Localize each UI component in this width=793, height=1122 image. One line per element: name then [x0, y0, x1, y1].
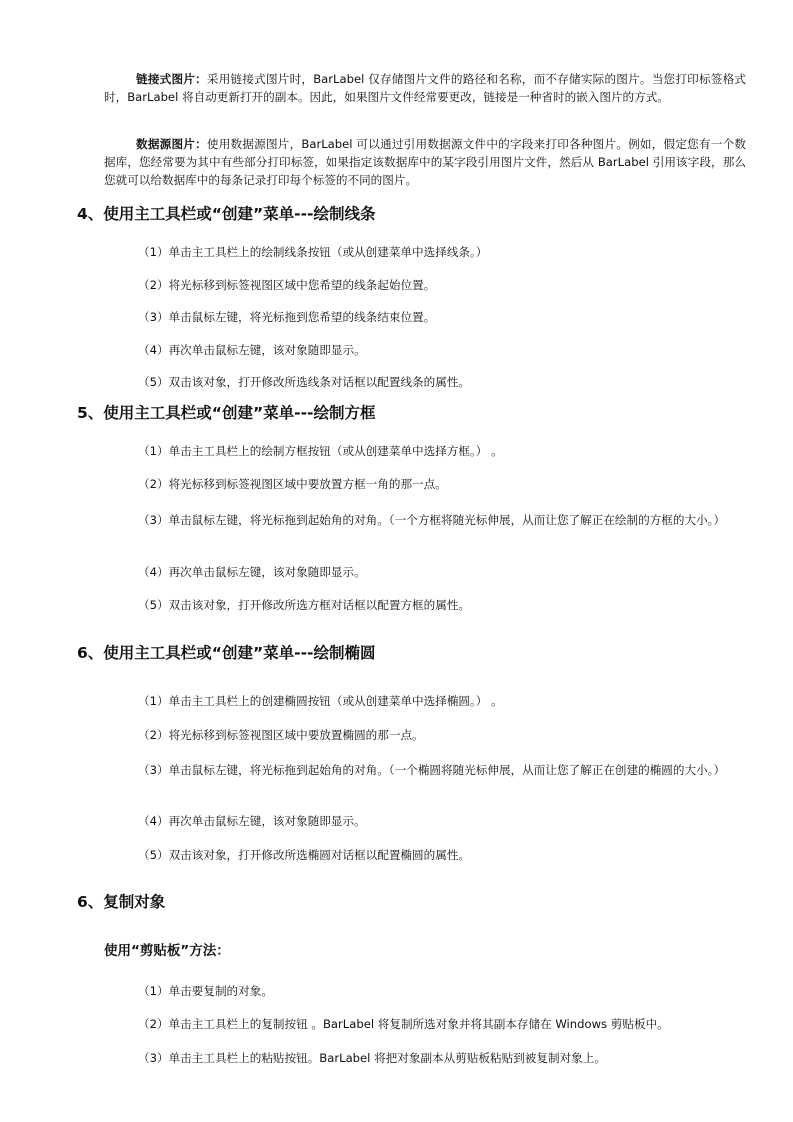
section-ellipse-step-5: （5）双击该对象，打开修改所选椭圆对话框以配置椭圆的属性。 — [138, 848, 471, 862]
section-rect-step-3: （3）单击鼠标左键，将光标拖到起始角的对角。（一个方框将随光标伸展，从而让您了解正在绘制的方框的大小。） — [138, 513, 726, 527]
section-ellipse-step-4: （4）再次单击鼠标左键，该对象随即显示。 — [138, 814, 366, 828]
section-lines-heading: 4、使用主工具栏或“创建”菜单---绘制线条 — [77, 205, 376, 223]
section-copy-heading: 6、复制对象 — [77, 893, 166, 911]
section-ellipse-step-3: （3）单击鼠标左键，将光标拖到起始角的对角。（一个椭圆将随光标伸展，从而让您了解正在创建的椭圆的大小。） — [138, 763, 726, 777]
linked-image-text: 采用链接式图片时，BarLabel 仅存储图片文件的路径和名称，而不存储实际的图片。当您打印标签格式时，BarLabel 将自动更新打开的副本。因此，如果图片文件经常要更改，链接是一种省时的嵌入图片的方式。 — [104, 72, 746, 104]
section-copy-subheading: 使用“剪贴板”方法： — [104, 943, 230, 959]
section-lines-step-5: （5）双击该对象，打开修改所选线条对话框以配置线条的属性。 — [138, 375, 471, 389]
section-ellipse-step-2: （2）将光标移到标签视图区域中要放置椭圆的那一点。 — [138, 728, 424, 742]
section-copy-step-2: （2）单击主工具栏上的复制按钮 。BarLabel 将复制所选对象并将其副本存储在 Windows 剪贴板中。 — [138, 1017, 669, 1031]
section-rect-step-1: （1）单击主工具栏上的绘制方框按钮（或从创建菜单中选择方框。） 。 — [138, 444, 503, 458]
datasource-image-term: 数据源图片： — [136, 137, 207, 151]
section-rect-heading: 5、使用主工具栏或“创建”菜单---绘制方框 — [77, 404, 376, 422]
datasource-image-text: 使用数据源图片，BarLabel 可以通过引用数据源文件中的字段来打印各种图片。例如，假定您有一个数据库，您经常要为其中有些部分打印标签，如果指定该数据库中的某字段引用图片文件，然后从 BarLabel 引用该字段，那么您就可以给数据库中的每条记录打印每个标签的不同的图片。 — [104, 137, 746, 187]
linked-image-term: 链接式图片： — [136, 72, 207, 86]
section-ellipse-heading: 6、使用主工具栏或“创建”菜单---绘制椭圆 — [77, 644, 376, 662]
section-copy-step-3: （3）单击主工具栏上的粘贴按钮。BarLabel 将把对象副本从剪贴板粘贴到被复制对象上。 — [138, 1051, 606, 1065]
section-lines-step-4: （4）再次单击鼠标左键，该对象随即显示。 — [138, 343, 366, 357]
linked-image-paragraph — [104, 70, 746, 106]
datasource-image-paragraph — [104, 135, 746, 189]
section-rect-step-4: （4）再次单击鼠标左键，该对象随即显示。 — [138, 565, 366, 579]
section-lines-step-2: （2）将光标移到标签视图区域中您希望的线条起始位置。 — [138, 278, 436, 292]
section-ellipse-step-1: （1）单击主工具栏上的创建椭圆按钮（或从创建菜单中选择椭圆。） 。 — [138, 694, 503, 708]
section-rect-step-5: （5）双击该对象，打开修改所选方框对话框以配置方框的属性。 — [138, 598, 471, 612]
section-lines-step-3: （3）单击鼠标左键，将光标拖到您希望的线条结束位置。 — [138, 310, 436, 324]
section-rect-step-2: （2）将光标移到标签视图区域中要放置方框一角的那一点。 — [138, 477, 447, 491]
section-copy-step-1: （1）单击要复制的对象。 — [138, 984, 273, 998]
section-lines-step-1: （1）单击主工具栏上的绘制线条按钮（或从创建菜单中选择线条。） — [138, 245, 488, 259]
